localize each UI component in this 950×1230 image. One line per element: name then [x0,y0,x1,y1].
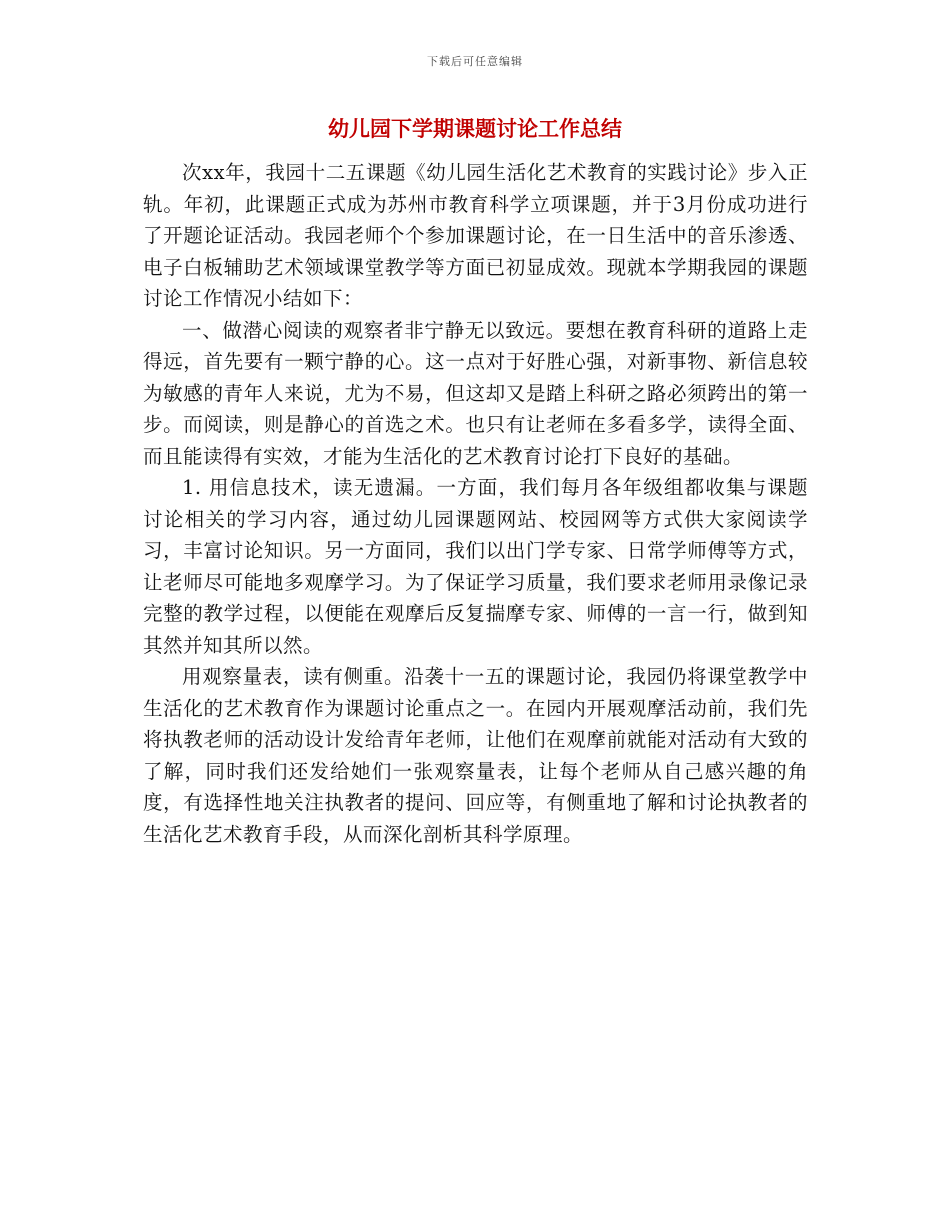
page-title: 幼儿园下学期课题讨论工作总结 [328,117,622,141]
document-body [143,157,808,850]
header-note: 下载后可任意编辑 [427,55,523,68]
paragraph-item-2: 用观察量表，读有侧重。沿袭十一五的课题讨论，我园仍将课堂教学中生活化的艺术教育作为课题讨论重点之一。在园内开展观摩活动前，我们先将执教老师的活动设计发给青年老师，让他们在观摩前就能对活动有大致的了解，同时我们还发给她们一张观察量表，让每个老师从自己感兴趣的角度，有选择性地关注执教者的提问、回应等，有侧重地了解和讨论执教者的生活化艺术教育手段，从而深化剖析其科学原理。 [143,665,808,846]
paragraph-section-1: 一、做潜心阅读的观察者非宁静无以致远。要想在教育科研的道路上走得远，首先要有一颗宁静的心。这一点对于好胜心强，对新事物、新信息较为敏感的青年人来说，尤为不易，但这却又是踏上科研之路必须跨出的第一步。而阅读，则是静心的首选之术。也只有让老师在多看多学，读得全面、而且能读得有实效，才能为生活化的艺术教育讨论打下良好的基础。 [143,318,808,468]
paragraph-item-1: 1. 用信息技术，读无遗漏。一方面，我们每月各年级组都收集与课题讨论相关的学习内容，通过幼儿园课题网站、校园网等方式供大家阅读学习，丰富讨论知识。另一方面同，我们以出门学专家、日常学师傅等方式，让老师尽可能地多观摩学习。为了保证学习质量，我们要求老师用录像记录完整的教学过程，以便能在观摩后反复揣摩专家、师傅的一言一行，做到知其然并知其所以然。 [143,476,808,657]
paragraph-intro: 次xx年，我园十二五课题《幼儿园生活化艺术教育的实践讨论》步入正轨。年初，此课题正式成为苏州市教育科学立项课题，并于3月份成功进行了开题论证活动。我园老师个个参加课题讨论，在一日生活中的音乐渗透、电子白板辅助艺术领域课堂教学等方面已初显成效。现就本学期我园的课题讨论工作情况小结如下： [143,161,808,310]
